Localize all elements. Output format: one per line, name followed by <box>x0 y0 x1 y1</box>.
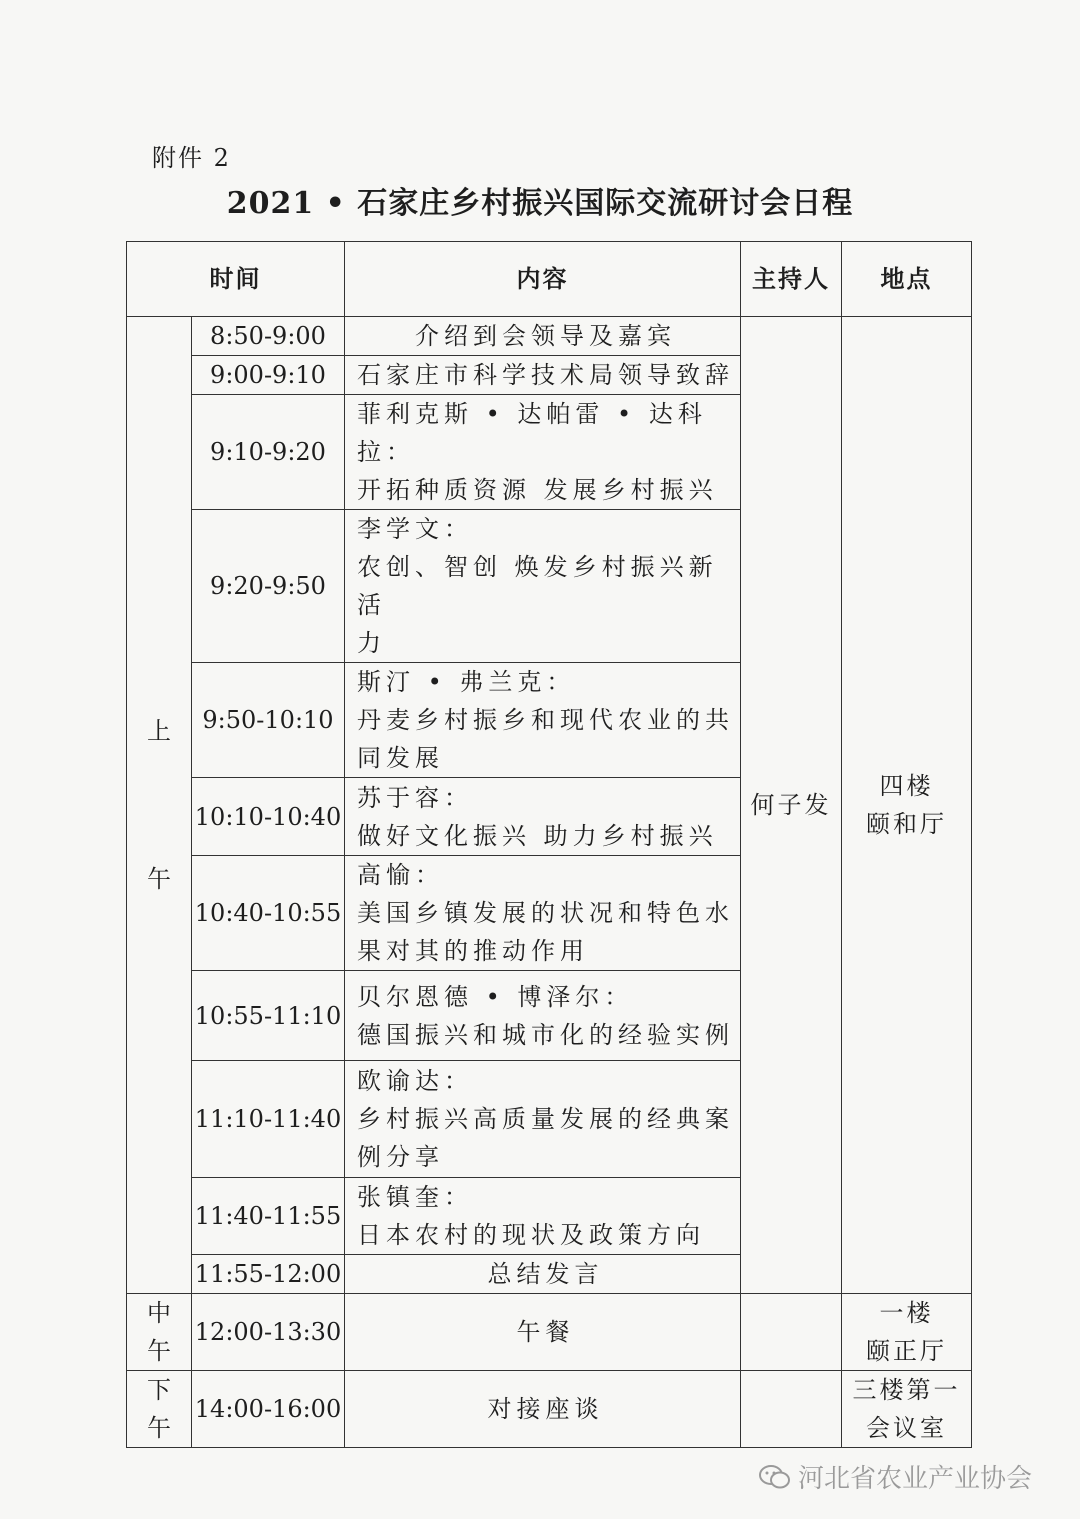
content-cell <box>345 1061 741 1178</box>
venue-cell <box>842 1371 972 1448</box>
content-cell <box>345 317 741 356</box>
content-line: 菲利克斯 • 达帕雷 • 达科拉： <box>357 400 707 466</box>
venue-line: 颐和厅 <box>866 810 947 838</box>
venue-cell <box>842 1294 972 1371</box>
content-line: 斯汀 • 弗兰克： <box>357 668 576 696</box>
watermark <box>758 1458 1032 1495</box>
content-line: 美国乡镇发展的状况和特色水 <box>357 899 734 927</box>
content-cell <box>345 1178 741 1255</box>
content-cell <box>345 1255 741 1294</box>
table-row <box>127 317 972 356</box>
content-line: 总结发言 <box>487 1260 604 1288</box>
period-noon <box>127 1294 192 1371</box>
venue-line: 三楼第一 <box>852 1376 961 1404</box>
host-cell <box>741 1294 842 1371</box>
time-cell: 11:10-11:40 <box>192 1061 345 1178</box>
content-line: 做好文化振兴 助力乡村振兴 <box>357 821 718 850</box>
venue-line: 颐正厅 <box>866 1337 947 1365</box>
table-row <box>127 1294 972 1371</box>
period-char: 下 <box>147 1376 171 1404</box>
header-host: 主持人 <box>741 242 842 317</box>
content-cell <box>345 663 741 778</box>
period-char: 午 <box>147 1337 171 1365</box>
table-row <box>127 1371 972 1448</box>
content-cell: 午餐 <box>345 1294 741 1371</box>
content-cell <box>345 510 741 663</box>
header-time: 时间 <box>127 242 345 317</box>
venue-cell <box>842 317 972 1294</box>
content-line: 介绍到会领导及嘉宾 <box>415 322 676 350</box>
header-content: 内容 <box>345 242 741 317</box>
time-cell: 8:50-9:00 <box>192 317 345 356</box>
attachment-label: 附件 2 <box>152 144 231 172</box>
venue-line: 会议室 <box>866 1414 947 1442</box>
schedule-table <box>126 241 972 1448</box>
time-cell: 9:10-9:20 <box>192 395 345 510</box>
content-cell <box>345 856 741 971</box>
content-line: 张镇奎： <box>357 1183 473 1211</box>
content-line: 农创、智创 焕发乡村振兴新活 <box>357 553 718 619</box>
time-cell: 9:20-9:50 <box>192 510 345 663</box>
content-line: 力 <box>357 629 386 657</box>
period-char: 上 <box>147 717 171 745</box>
wechat-icon <box>758 1463 792 1491</box>
venue-line: 四楼 <box>879 772 934 800</box>
watermark-text: 河北省农业产业协会 <box>798 1464 1033 1494</box>
content-cell: 对接座谈 <box>345 1371 741 1448</box>
content-line: 李学文： <box>357 515 473 543</box>
content-line: 开拓种质资源 发展乡村振兴 <box>357 476 718 504</box>
time-cell: 11:40-11:55 <box>192 1178 345 1255</box>
header-venue: 地点 <box>842 242 972 317</box>
time-cell: 14:00-16:00 <box>192 1371 345 1448</box>
time-cell: 10:10-10:40 <box>192 778 345 856</box>
content-line: 苏于容： <box>357 783 473 812</box>
period-char: 中 <box>147 1299 171 1327</box>
content-line: 丹麦乡村振乡和现代农业的共 <box>357 706 734 734</box>
content-line: 高愉： <box>357 861 444 889</box>
content-cell <box>345 395 741 510</box>
content-line: 同发展 <box>357 744 444 772</box>
content-line: 乡村振兴高质量发展的经典案 <box>357 1105 734 1133</box>
content-line: 欧谕达： <box>357 1067 473 1095</box>
document-title: 2021 • 石家庄乡村振兴国际交流研讨会日程 <box>226 186 854 221</box>
host-cell <box>741 1371 842 1448</box>
time-cell: 9:50-10:10 <box>192 663 345 778</box>
period-morning <box>127 317 192 1294</box>
content-line: 贝尔恩德 • 博泽尔： <box>357 982 634 1011</box>
time-cell: 9:00-9:10 <box>192 356 345 395</box>
host-cell: 何子发 <box>741 317 842 1294</box>
content-line: 果对其的推动作用 <box>357 937 589 965</box>
period-char: 午 <box>147 865 171 893</box>
venue-line: 一楼 <box>879 1299 934 1327</box>
period-char: 午 <box>147 1414 171 1442</box>
content-line: 石家庄市科学技术局领导致辞 <box>357 361 734 389</box>
header-row <box>127 242 972 317</box>
content-line: 例分享 <box>357 1143 444 1171</box>
time-cell: 10:55-11:10 <box>192 971 345 1061</box>
time-cell: 12:00-13:30 <box>192 1294 345 1371</box>
time-cell: 11:55-12:00 <box>192 1255 345 1294</box>
period-afternoon <box>127 1371 192 1448</box>
content-cell <box>345 778 741 856</box>
content-cell <box>345 971 741 1061</box>
content-line: 日本农村的现状及政策方向 <box>357 1221 705 1249</box>
content-line: 德国振兴和城市化的经验实例 <box>357 1020 734 1049</box>
content-cell <box>345 356 741 395</box>
time-cell: 10:40-10:55 <box>192 856 345 971</box>
